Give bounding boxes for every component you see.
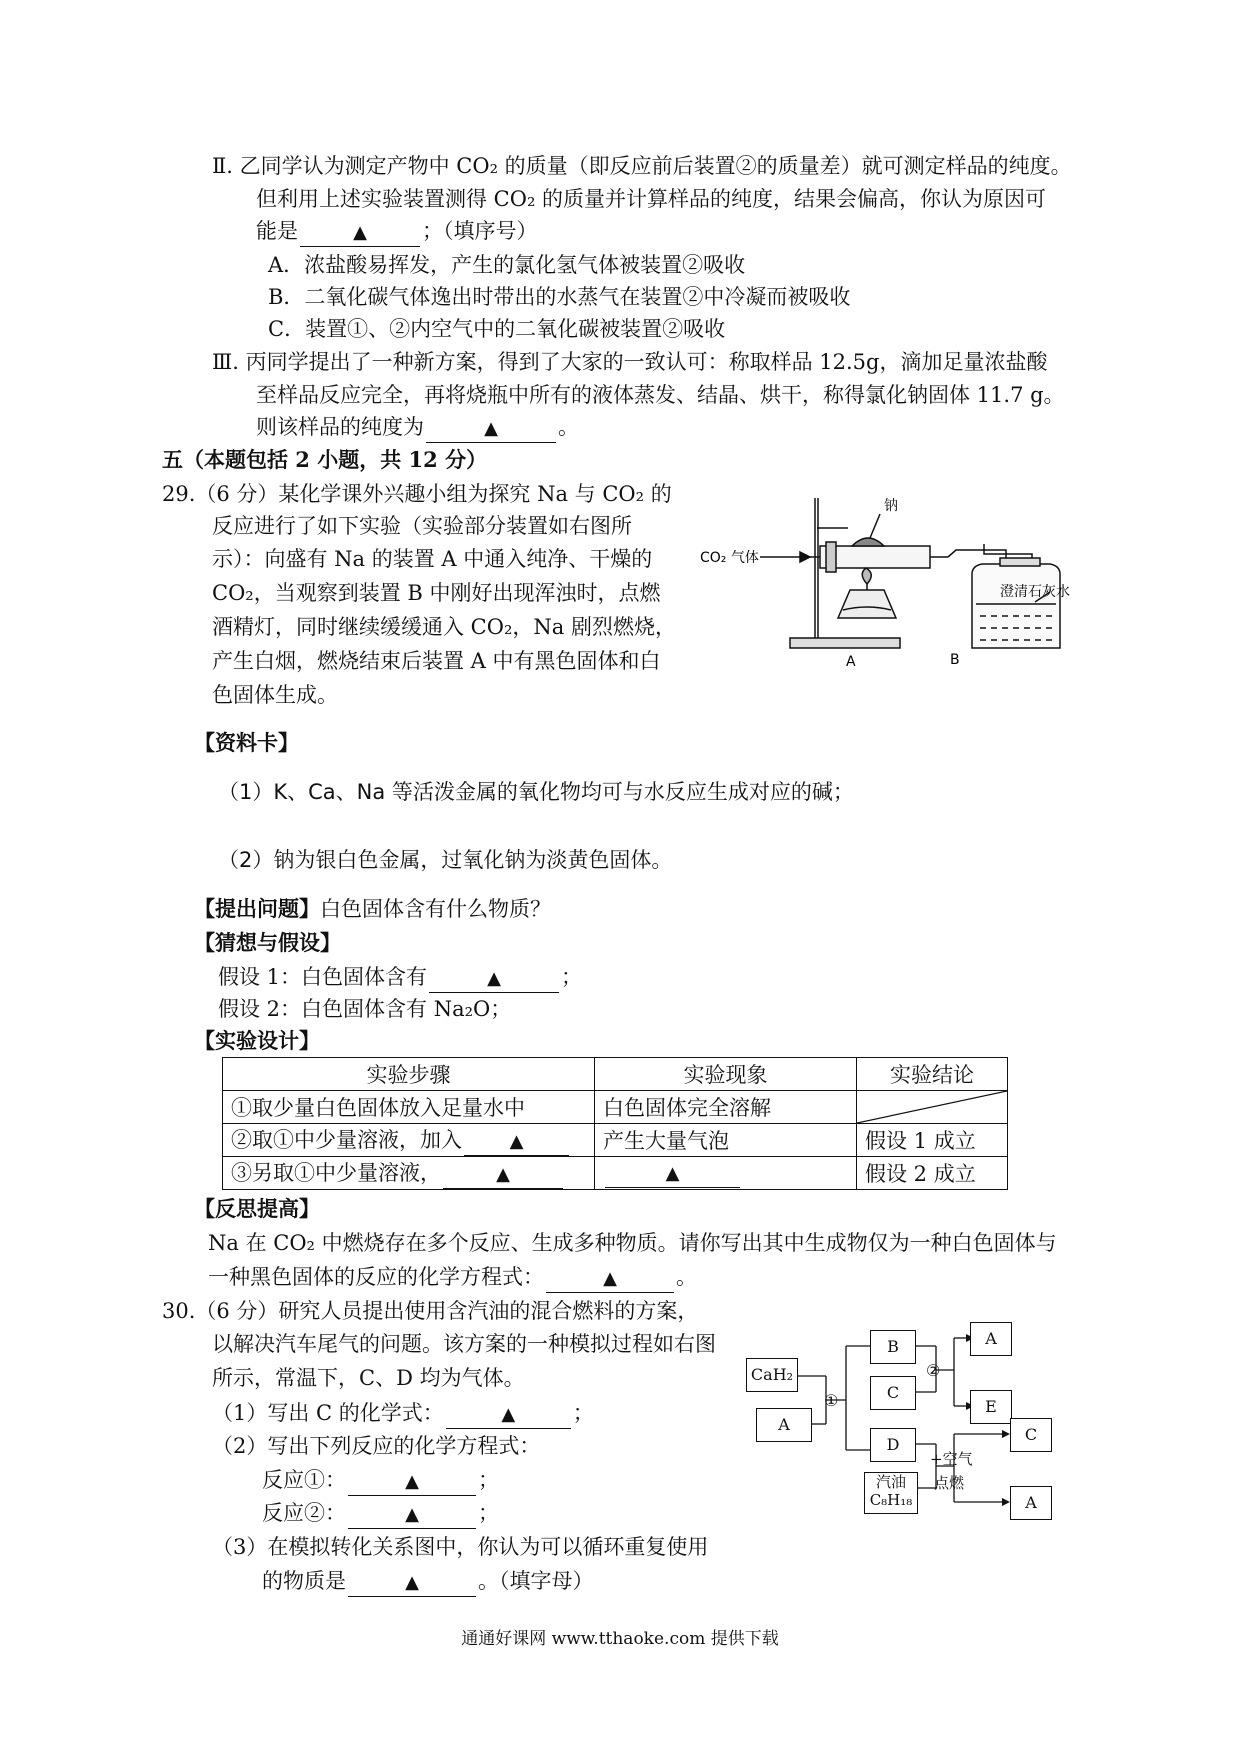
node-c: C (1010, 1418, 1052, 1452)
node-gasoline: 汽油 C₈H₁₈ (864, 1472, 918, 1514)
design-title: 【实验设计】 (194, 1028, 320, 1053)
q29-line: CO₂，当观察到装置 B 中刚好出现浑浊时，点燃 (212, 581, 661, 605)
q30-line: 30.（6 分）研究人员提出使用含汽油的混合燃料的方案， (162, 1299, 699, 1323)
q29-line: 酒精灯，同时继续缓缓通入 CO₂，Na 剧烈燃烧， (212, 615, 676, 639)
table-cell: 假设 2 成立 (857, 1157, 1008, 1190)
answer-blank[interactable]: ▲ (429, 964, 559, 993)
data-card-item: （2）钠为银白色金属，过氧化钠为淡黄色固体。 (218, 848, 673, 872)
part2-line1: Ⅱ. 乙同学认为测定产物中 CO₂ 的质量（即反应前后装置②的质量差）就可测定样品的纯度。 (212, 154, 1072, 178)
hypothesis-1: 假设 1：白色固体含有 ▲ ； (218, 962, 582, 993)
part3-line1: Ⅲ. 丙同学提出了一种新方案，得到了大家的一致认可：称取样品 12.5g，滴加足量浓盐酸 (212, 350, 1048, 374)
answer-blank[interactable]: ▲ (446, 1400, 571, 1429)
table-cell: 假设 1 成立 (857, 1124, 1008, 1157)
q30-sub3-answer: 的物质是 ▲ 。（填字母） (262, 1566, 594, 1597)
answer-blank[interactable]: ▲ (348, 1568, 476, 1597)
experiment-table (222, 1057, 1008, 1190)
fig-label-a: A (846, 654, 856, 668)
q30-line: 所示，常温下，C、D 均为气体。 (212, 1366, 525, 1390)
q29-line: 反应进行了如下实验（实验部分装置如右图所 (212, 514, 632, 538)
part2-line3: 能是 ▲ ；（填序号） (256, 216, 538, 247)
table-cell: ③另取①中少量溶液， ▲ (223, 1157, 595, 1190)
answer-blank[interactable]: ▲ (426, 414, 556, 443)
node-a: A (756, 1408, 812, 1442)
reflect-line2: 一种黑色固体的反应的化学方程式： ▲ 。 (208, 1262, 697, 1293)
q30-sub2: （2）写出下列反应的化学方程式： (212, 1434, 541, 1458)
part3-line2: 至样品反应完全，再将烧瓶中所有的液体蒸发、结晶、烘干，称得氯化钠固体 11.7 g。 (256, 383, 1065, 407)
node-d: D (870, 1428, 916, 1462)
answer-blank[interactable]: ▲ (443, 1160, 563, 1189)
table-cell: 白色固体完全溶解 (595, 1091, 857, 1124)
option-b: B．二氧化碳气体逸出时带出的水蒸气在装置②中冷凝而被吸收 (268, 285, 851, 309)
answer-blank[interactable]: ▲ (348, 1467, 476, 1496)
table-header-row (223, 1058, 1008, 1091)
q30-reaction1: 反应①： ▲ ； (262, 1465, 499, 1496)
table-header: 实验步骤 (223, 1058, 595, 1091)
node-cah2: CaH₂ (746, 1358, 798, 1392)
reagent-air: +空气 (930, 1450, 973, 1468)
condition-ignite: 点燃 (934, 1474, 965, 1492)
node-a: A (1010, 1486, 1052, 1520)
hypothesis-2: 假设 2：白色固体含有 Na₂O； (218, 997, 512, 1021)
reflect-title: 【反思提高】 (194, 1196, 320, 1221)
step-2-label: ② (926, 1361, 941, 1380)
q29-line: 29.（6 分）某化学课外兴趣小组为探究 Na 与 CO₂ 的 (162, 482, 672, 506)
step-1-label: ① (824, 1391, 839, 1410)
answer-blank[interactable]: ▲ (546, 1264, 674, 1293)
reflect-line1: Na 在 CO₂ 中燃烧存在多个反应、生成多种物质。请你写出其中生成物仅为一种白色固体与 (208, 1231, 1057, 1255)
fig-label-co2: CO₂ 气体 (700, 550, 759, 566)
fig-label-limewater: 澄清石灰水 (1000, 584, 1070, 600)
table-cell-empty (857, 1091, 1008, 1124)
part3-line3: 则该样品的纯度为 ▲ 。 (256, 412, 579, 443)
section-title: 五（本题包括 2 小题，共 12 分） (162, 447, 488, 472)
option-c: C．装置①、②内空气中的二氧化碳被装置②吸收 (268, 317, 726, 341)
diagonal-slash (857, 1091, 1007, 1123)
q30-sub3: （3）在模拟转化关系图中，你认为可以循环重复使用 (212, 1535, 709, 1559)
node-c: C (870, 1376, 916, 1410)
table-cell: ①取少量白色固体放入足量水中 (223, 1091, 595, 1124)
node-b: B (870, 1330, 916, 1364)
table-cell: 产生大量气泡 (595, 1124, 857, 1157)
q30-sub1: （1）写出 C 的化学式： ▲ ； (212, 1398, 594, 1429)
hypothesis-title: 【猜想与假设】 (194, 930, 341, 955)
table-cell: ②取①中少量溶液，加入 ▲ (223, 1124, 595, 1157)
data-card-title: 【资料卡】 (194, 730, 299, 755)
table-header: 实验现象 (595, 1058, 857, 1091)
answer-blank[interactable]: ▲ (464, 1127, 569, 1156)
table-row (223, 1157, 1008, 1190)
data-card-item: （1）K、Ca、Na 等活泼金属的氧化物均可与水反应生成对应的碱； (218, 780, 854, 804)
q29-line: 色固体生成。 (212, 683, 338, 707)
part2-line2: 但利用上述实验装置测得 CO₂ 的质量并计算样品的纯度，结果会偏高，你认为原因可 (256, 187, 1047, 211)
answer-blank[interactable]: ▲ (348, 1500, 476, 1529)
q29-line: 产生白烟，燃烧结束后装置 A 中有黑色固体和白 (212, 649, 661, 673)
option-a: A．浓盐酸易挥发，产生的氯化氢气体被装置②吸收 (268, 253, 746, 277)
fig-label-sodium: 钠 (884, 498, 898, 514)
node-e: E (970, 1390, 1012, 1424)
q29-line: 示）：向盛有 Na 的装置 A 中通入纯净、干燥的 (212, 547, 653, 571)
table-cell (595, 1157, 857, 1190)
table-header: 实验结论 (857, 1058, 1008, 1091)
answer-blank[interactable]: ▲ (605, 1159, 740, 1188)
apparatus-figure (700, 488, 1080, 668)
table-row (223, 1124, 1008, 1157)
fig-label-b: B (950, 652, 960, 668)
answer-blank[interactable]: ▲ (300, 218, 420, 247)
question-line: 【提出问题】白色固体含有什么物质？ (194, 896, 551, 921)
q30-line: 以解决汽车尾气的问题。该方案的一种模拟过程如右图 (212, 1332, 716, 1356)
footer-credit: 通通好课网 www.tthaoke.com 提供下载 (461, 1629, 779, 1649)
q30-reaction2: 反应②： ▲ ； (262, 1498, 499, 1529)
table-row (223, 1091, 1008, 1124)
node-a: A (970, 1322, 1012, 1356)
